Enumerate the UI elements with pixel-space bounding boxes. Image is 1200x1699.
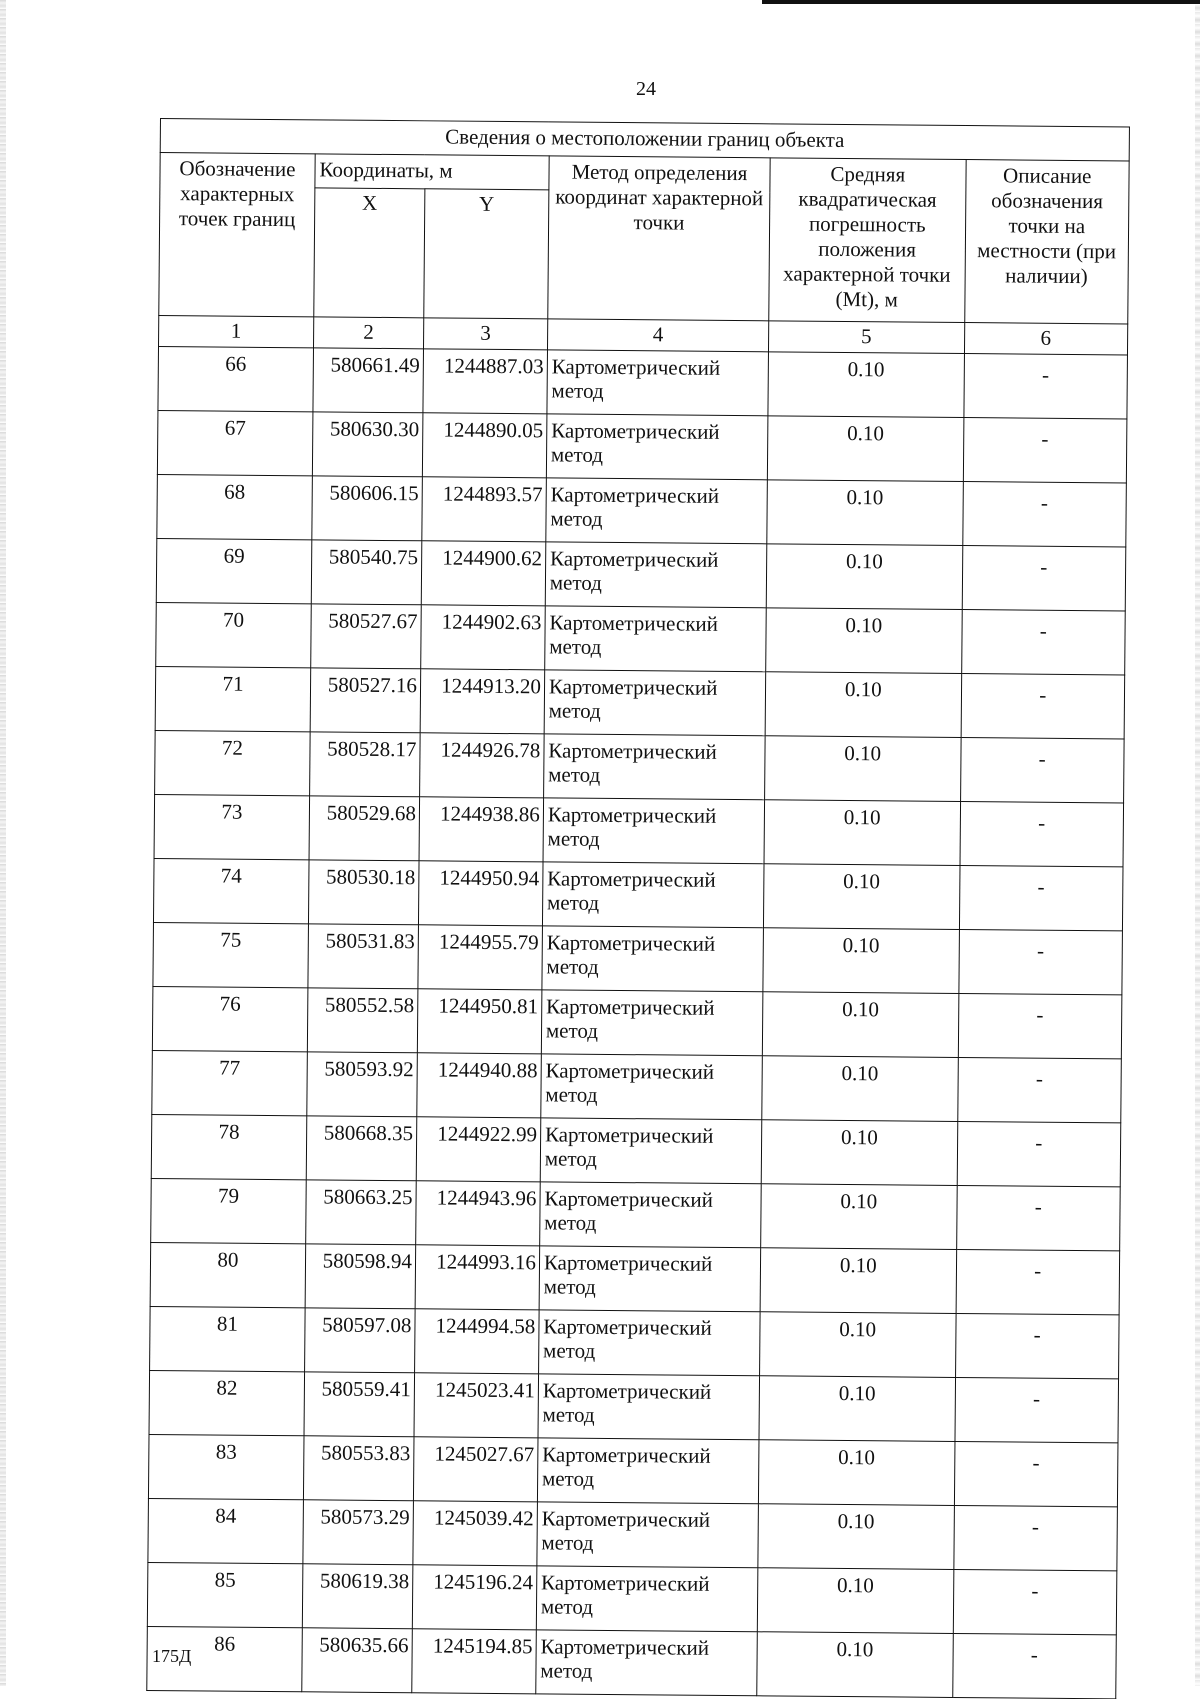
description-cell: - (960, 802, 1124, 867)
accuracy-cell: 0.10 (760, 1248, 956, 1314)
header-coordinates: Координаты, м (315, 154, 549, 190)
table-row (157, 410, 1127, 482)
description-cell: - (959, 866, 1123, 931)
y-coordinate-cell: 1244938.86 (419, 797, 543, 862)
y-coordinate-cell: 1245023.41 (414, 1373, 538, 1438)
description-cell: - (963, 354, 1127, 419)
table-row (156, 538, 1126, 610)
point-cell: 74 (153, 858, 308, 923)
y-coordinate-cell: 1244955.79 (418, 925, 542, 990)
accuracy-cell: 0.10 (765, 736, 961, 802)
method-cell: Картометрический метод (537, 1438, 759, 1504)
table-row (156, 602, 1126, 674)
accuracy-cell: 0.10 (762, 992, 958, 1058)
y-coordinate-cell: 1244940.88 (417, 1053, 541, 1118)
accuracy-cell: 0.10 (767, 416, 963, 482)
x-coordinate-cell: 580559.41 (304, 1372, 415, 1437)
description-cell: - (957, 1121, 1121, 1186)
header-accuracy: Средняя квадратическая погрешность положения характерной точки (Mt), м (769, 158, 966, 323)
y-coordinate-cell: 1245039.42 (413, 1501, 537, 1566)
point-cell: 69 (156, 538, 311, 603)
footer-code: 175Д (152, 1646, 192, 1666)
column-number: 5 (768, 321, 964, 354)
point-cell: 86 (147, 1626, 302, 1691)
table-body (147, 346, 1128, 1698)
method-cell: Картометрический метод (544, 670, 766, 736)
y-coordinate-cell: 1244926.78 (420, 733, 544, 798)
accuracy-cell: 0.10 (758, 1440, 954, 1506)
description-cell: - (952, 1633, 1116, 1698)
accuracy-cell: 0.10 (768, 352, 964, 418)
method-cell: Картометрический метод (539, 1246, 761, 1312)
column-number: 2 (313, 317, 423, 349)
accuracy-cell: 0.10 (760, 1312, 956, 1378)
x-coordinate-cell: 580552.58 (307, 988, 418, 1053)
accuracy-cell: 0.10 (763, 864, 959, 930)
table-row (147, 1562, 1117, 1634)
header-point-designation: Обозначение характерных точек границ (159, 153, 315, 317)
y-coordinate-cell: 1244893.57 (422, 477, 546, 542)
x-coordinate-cell: 580529.68 (309, 796, 420, 861)
method-cell: Картометрический метод (543, 734, 765, 800)
method-cell: Картометрический метод (545, 606, 767, 672)
x-coordinate-cell: 580630.30 (312, 412, 423, 477)
accuracy-cell: 0.10 (757, 1632, 953, 1698)
table-row (153, 922, 1123, 994)
point-cell: 81 (150, 1306, 305, 1371)
description-cell: - (962, 482, 1126, 547)
method-cell: Картометрический метод (540, 1118, 762, 1184)
point-cell: 80 (150, 1242, 305, 1307)
y-coordinate-cell: 1244994.58 (414, 1309, 538, 1374)
accuracy-cell: 0.10 (761, 1120, 957, 1186)
accuracy-cell: 0.10 (764, 800, 960, 866)
point-cell: 75 (153, 922, 308, 987)
method-cell: Картометрический метод (538, 1374, 760, 1440)
method-cell: Картометрический метод (541, 1054, 763, 1120)
description-cell: - (956, 1249, 1120, 1314)
method-cell: Картометрический метод (537, 1502, 759, 1568)
table-row (155, 730, 1125, 802)
x-coordinate-cell: 580528.17 (309, 732, 420, 797)
table-row (149, 1370, 1119, 1442)
point-cell: 71 (155, 666, 310, 731)
accuracy-cell: 0.10 (767, 480, 963, 546)
accuracy-cell: 0.10 (766, 544, 962, 610)
table-row (151, 1114, 1121, 1186)
x-coordinate-cell: 580540.75 (311, 540, 422, 605)
y-coordinate-cell: 1244913.20 (420, 669, 544, 734)
y-coordinate-cell: 1244943.96 (416, 1181, 540, 1246)
point-cell: 66 (158, 346, 313, 411)
header-method: Метод определения координат характерной точки (548, 156, 771, 321)
table-row (152, 986, 1122, 1058)
description-cell: - (956, 1185, 1120, 1250)
point-cell: 82 (149, 1370, 304, 1435)
y-coordinate-cell: 1244950.94 (418, 861, 542, 926)
column-number: 3 (423, 318, 547, 350)
method-cell: Картометрический метод (542, 926, 764, 992)
x-coordinate-cell: 580598.94 (305, 1244, 416, 1309)
point-cell: 79 (151, 1178, 306, 1243)
description-cell: - (954, 1441, 1118, 1506)
point-cell: 78 (151, 1114, 306, 1179)
x-coordinate-cell: 580527.67 (311, 604, 422, 669)
x-coordinate-cell: 580606.15 (312, 476, 423, 541)
method-cell: Картометрический метод (545, 542, 767, 608)
table-title: Сведения о местоположении границ объекта (160, 119, 1129, 161)
accuracy-cell: 0.10 (763, 928, 959, 994)
method-cell: Картометрический метод (540, 1182, 762, 1248)
y-coordinate-cell: 1244922.99 (416, 1117, 540, 1182)
description-cell: - (958, 994, 1122, 1059)
y-coordinate-cell: 1245196.24 (412, 1565, 536, 1630)
x-coordinate-cell: 580530.18 (308, 860, 419, 925)
table-row (152, 1050, 1122, 1122)
column-number: 6 (964, 323, 1128, 355)
point-cell: 68 (157, 474, 312, 539)
table-row (153, 858, 1123, 930)
accuracy-cell: 0.10 (762, 1056, 958, 1122)
accuracy-cell: 0.10 (766, 608, 962, 674)
x-coordinate-cell: 580573.29 (303, 1500, 414, 1565)
table-row (154, 794, 1124, 866)
y-coordinate-cell: 1244890.05 (422, 413, 546, 478)
point-cell: 77 (152, 1050, 307, 1115)
table-row (148, 1498, 1118, 1570)
method-cell: Картометрический метод (542, 862, 764, 928)
header-x: X (314, 188, 425, 318)
y-coordinate-cell: 1245027.67 (413, 1437, 537, 1502)
method-cell: Картометрический метод (541, 990, 763, 1056)
accuracy-cell: 0.10 (758, 1504, 954, 1570)
table-row (148, 1434, 1118, 1506)
description-cell: - (954, 1377, 1118, 1442)
x-coordinate-cell: 580597.08 (304, 1308, 415, 1373)
table-row (150, 1242, 1120, 1314)
table-row (147, 1626, 1117, 1698)
x-coordinate-cell: 580668.35 (306, 1116, 417, 1181)
page-number: 24 (636, 78, 656, 100)
table-row (150, 1306, 1120, 1378)
point-cell: 73 (154, 794, 309, 859)
accuracy-cell: 0.10 (765, 672, 961, 738)
x-coordinate-cell: 580593.92 (307, 1052, 418, 1117)
description-cell: - (962, 546, 1126, 611)
x-coordinate-cell: 580663.25 (306, 1180, 417, 1245)
description-cell: - (961, 674, 1125, 739)
method-cell: Картометрический метод (536, 1566, 758, 1632)
accuracy-cell: 0.10 (759, 1376, 955, 1442)
table-row (157, 474, 1127, 546)
y-coordinate-cell: 1245194.85 (412, 1629, 536, 1694)
y-coordinate-cell: 1244902.63 (421, 605, 545, 670)
accuracy-cell: 0.10 (757, 1568, 953, 1634)
header-description: Описание обозначения точки на местности (при наличии) (964, 160, 1129, 324)
point-cell: 83 (148, 1434, 303, 1499)
accuracy-cell: 0.10 (761, 1184, 957, 1250)
x-coordinate-cell: 580527.16 (310, 668, 421, 733)
column-number: 1 (159, 315, 314, 347)
point-cell: 70 (156, 602, 311, 667)
method-cell: Картометрический метод (546, 414, 768, 480)
scan-right-edge (1195, 0, 1200, 1686)
description-cell: - (960, 738, 1124, 803)
table-row (155, 666, 1125, 738)
point-cell: 84 (148, 1498, 303, 1563)
method-cell: Картометрический метод (543, 798, 765, 864)
description-cell: - (955, 1313, 1119, 1378)
description-cell: - (958, 930, 1122, 995)
scan-top-bar (762, 0, 1200, 4)
description-cell: - (957, 1057, 1121, 1122)
y-coordinate-cell: 1244993.16 (415, 1245, 539, 1310)
scan-left-edge (0, 0, 6, 1686)
column-number: 4 (547, 319, 768, 352)
x-coordinate-cell: 580635.66 (302, 1628, 413, 1693)
y-coordinate-cell: 1244900.62 (421, 541, 545, 606)
point-cell: 67 (157, 410, 312, 475)
description-cell: - (961, 610, 1125, 675)
description-cell: - (953, 1569, 1117, 1634)
point-cell: 72 (155, 730, 310, 795)
description-cell: - (953, 1505, 1117, 1570)
point-cell: 76 (152, 986, 307, 1051)
header-y: Y (424, 189, 549, 319)
x-coordinate-cell: 580553.83 (303, 1436, 414, 1501)
method-cell: Картометрический метод (536, 1630, 758, 1696)
method-cell: Картометрический метод (547, 350, 769, 416)
x-coordinate-cell: 580619.38 (302, 1564, 413, 1629)
y-coordinate-cell: 1244950.81 (417, 989, 541, 1054)
x-coordinate-cell: 580661.49 (313, 348, 424, 413)
boundary-coordinates-table (146, 118, 1130, 1699)
table-row (158, 346, 1128, 418)
description-cell: - (963, 418, 1127, 483)
point-cell: 85 (147, 1562, 302, 1627)
table-row (151, 1178, 1121, 1250)
method-cell: Картометрический метод (546, 478, 768, 544)
y-coordinate-cell: 1244887.03 (423, 349, 547, 414)
method-cell: Картометрический метод (538, 1310, 760, 1376)
x-coordinate-cell: 580531.83 (308, 924, 419, 989)
